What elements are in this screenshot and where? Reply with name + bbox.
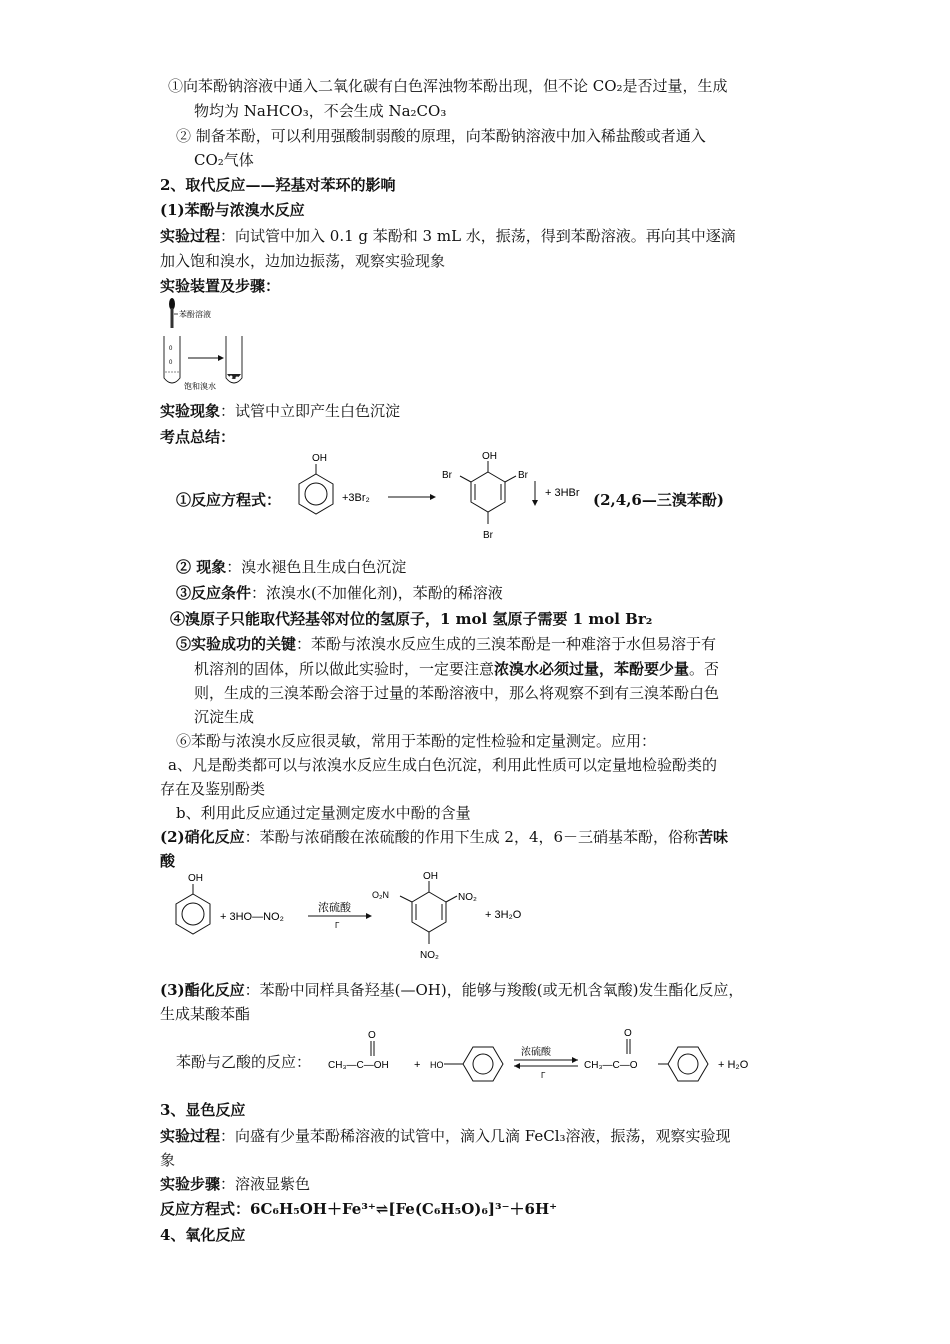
text-line: 生成某酸苯酯 — [160, 1005, 251, 1023]
bromine-water-label: 饱和溴水 — [184, 382, 216, 391]
label: 实验过程 — [160, 227, 221, 245]
label: ② 现象 — [176, 558, 227, 576]
section-heading: 2、取代反应——羟基对苯环的影响 — [160, 176, 396, 194]
section-heading: 4、氧化反应 — [160, 1226, 246, 1244]
text: 机溶剂的固体，所以做此实验时，一定要注意 — [194, 660, 495, 678]
subsection-heading: (1)苯酚与浓溴水反应 — [160, 201, 305, 219]
emphasis: 苦味 — [698, 828, 729, 846]
text: ：溴水褪色且生成白色沉淀 — [226, 558, 407, 576]
text-line: ② 制备苯酚，可以利用强酸制弱酸的原理，向苯酚钠溶液中加入稀盐酸或者通入 — [176, 127, 706, 145]
text-line: ⑥苯酚与浓溴水反应很灵敏，常用于苯酚的定性检验和定量测定。应用： — [176, 732, 657, 750]
label: ⑤实验成功的关键 — [176, 635, 297, 653]
text-line: a、凡是酚类都可以与浓溴水反应生成白色沉淀，利用此性质可以定量地检验酚类的 — [168, 756, 717, 774]
equation-label: ①反应方程式： — [176, 491, 282, 509]
svg-text:Γ: Γ — [335, 921, 340, 930]
text-line: ④溴原子只能取代羟基邻对位的氢原子，1 mol 氢原子需要 1 mol Br₂ — [170, 610, 653, 628]
svg-text:OH: OH — [423, 871, 438, 882]
bromine-reagent: +3Br₂ — [342, 492, 370, 504]
product-name: (2,4,6—三溴苯酚) — [593, 491, 724, 509]
text: ：苯酚与浓溴水反应生成的三溴苯酚是一种难溶于水但易溶于有 — [296, 635, 717, 653]
text-line — [160, 1174, 310, 1194]
catalyst-label: 浓硫酸 — [318, 902, 351, 914]
text: ：向试管中加入 0.1 g 苯酚和 3 mL 水，振荡，得到苯酚溶液。再向其中逐滴 — [220, 227, 736, 245]
text-line: 苯酚与乙酸的反应： — [176, 1053, 312, 1071]
label: 实验现象 — [160, 402, 221, 420]
svg-text:HO: HO — [430, 1060, 444, 1070]
catalyst-label: 浓硫酸 — [521, 1047, 551, 1058]
esterification-equation — [326, 1024, 776, 1086]
svg-text:Br: Br — [518, 470, 528, 481]
acetic-acid: CH₃—C—OH — [328, 1060, 389, 1071]
label: 实验装置及步骤： — [160, 277, 281, 295]
svg-text:OH: OH — [188, 873, 203, 884]
label: ③反应条件 — [176, 584, 252, 602]
text-line — [176, 583, 503, 603]
text: ：向盛有少量苯酚稀溶液的试管中，滴入几滴 FeCl₃溶液，振荡，观察实验现 — [220, 1127, 731, 1145]
text-line: 物均为 NaHCO₃，不会生成 Na₂CO₃ — [194, 102, 447, 120]
text: ：苯酚与浓硝酸在浓硫酸的作用下生成 2，4，6－三硝基苯酚，俗称 — [244, 828, 699, 846]
text-line: 酸 — [160, 852, 176, 870]
label: (3)酯化反应 — [160, 981, 245, 999]
section-heading: 3、显色反应 — [160, 1101, 246, 1119]
svg-text:O: O — [368, 1030, 376, 1041]
nitration-equation — [160, 868, 580, 968]
svg-text:NO₂: NO₂ — [458, 892, 477, 903]
text-line: CO₂气体 — [194, 151, 254, 169]
svg-text:0: 0 — [169, 346, 173, 352]
text-line: 存在及鉴别酚类 — [160, 780, 266, 798]
text-line — [176, 557, 406, 577]
text-line — [176, 634, 716, 654]
text-line: 加入饱和溴水，边加边振荡，观察实验现象 — [160, 252, 446, 270]
emphasis: 浓溴水必须过量，苯酚要少量 — [494, 660, 690, 678]
label: 考点总结： — [160, 428, 236, 446]
svg-text:Γ: Γ — [541, 1071, 546, 1080]
text: ：试管中立即产生白色沉淀 — [220, 402, 401, 420]
text: ：溶液显紫色 — [220, 1175, 311, 1193]
text-line — [160, 1126, 731, 1146]
hbr-product: + 3HBr — [545, 487, 580, 499]
phenol-solution-label: 苯酚溶液 — [179, 310, 211, 319]
phenyl-acetate: CH₃—C—O — [584, 1060, 638, 1071]
label: (2)硝化反应 — [160, 828, 245, 846]
svg-text:Br: Br — [483, 530, 493, 541]
text-line — [160, 401, 400, 421]
water-product: + 3H₂O — [485, 909, 522, 921]
svg-text:+: + — [414, 1059, 421, 1071]
text-line — [160, 980, 743, 1000]
text-line: b、利用此反应通过定量测定废水中酚的含量 — [176, 804, 471, 822]
label: 反应方程式： — [160, 1200, 251, 1218]
text-line — [160, 1199, 557, 1219]
svg-text:Br: Br — [442, 470, 452, 481]
equation: 6C₆H₅OH＋Fe³⁺⇌[Fe(C₆H₅O)₆]³⁻＋6H⁺ — [250, 1200, 558, 1218]
text-line: 则，生成的三溴苯酚会溶于过量的苯酚溶液中，那么将观察不到有三溴苯酚白色 — [194, 684, 720, 702]
text-line: ①向苯酚钠溶液中通入二氧化碳有白色浑浊物苯酚出现，但不论 CO₂是否过量，生成 — [168, 77, 728, 95]
text: 。否 — [689, 660, 720, 678]
label: 实验步骤 — [160, 1175, 221, 1193]
svg-text:NO₂: NO₂ — [420, 950, 439, 961]
svg-text:O: O — [624, 1028, 632, 1039]
label: 实验过程 — [160, 1127, 221, 1145]
svg-text:0: 0 — [169, 360, 173, 366]
text-line: 象 — [160, 1151, 176, 1169]
water-product: + H₂O — [718, 1059, 749, 1071]
text-line: 沉淀生成 — [194, 708, 255, 726]
svg-text:O₂N: O₂N — [372, 890, 389, 900]
oh-label: OH — [312, 453, 327, 464]
nitric-acid: + 3HO—NO₂ — [220, 911, 284, 923]
text-line — [160, 226, 736, 246]
text-line — [194, 659, 719, 679]
apparatus-diagram — [158, 296, 258, 394]
text-line — [160, 827, 728, 847]
text: ：苯酚中同样具备羟基(—OH)，能够与羧酸(或无机含氧酸)发生酯化反应， — [244, 981, 744, 999]
text: ：浓溴水(不加催化剂)，苯酚的稀溶液 — [251, 584, 503, 602]
svg-text:OH: OH — [482, 451, 497, 462]
